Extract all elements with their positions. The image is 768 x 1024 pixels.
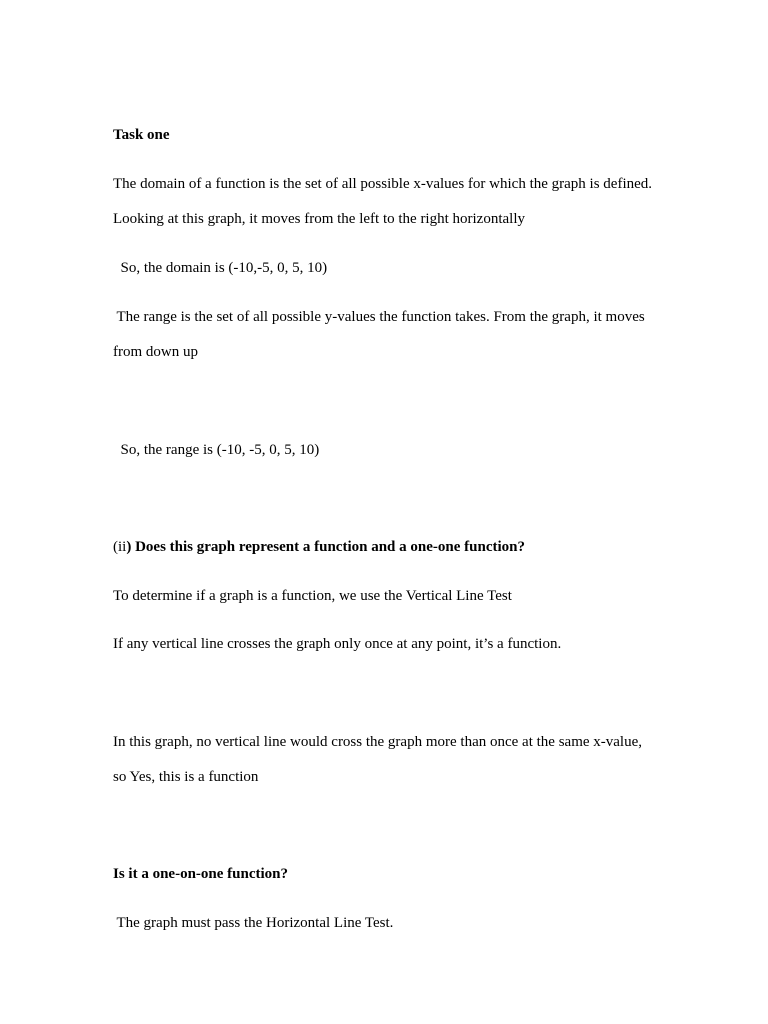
vertical-test-intro: To determine if a graph is a function, we use the Vertical Line Test <box>113 588 512 604</box>
horizontal-test-text: The graph must pass the Horizontal Line Test. <box>113 915 394 931</box>
task-one-heading: Task one <box>113 127 170 143</box>
vertical-conclusion-line-1: In this graph, no vertical line would cross the graph more than once at the same x-value, <box>113 734 642 750</box>
range-paragraph-line-2: from down up <box>113 344 198 360</box>
domain-paragraph-line-2: Looking at this graph, it moves from the left to the right horizontally <box>113 211 526 227</box>
question-ii-prefix: (ii <box>113 539 127 555</box>
vertical-conclusion-line-2: so Yes, this is a function <box>113 769 259 785</box>
vertical-test-rule: If any vertical line crosses the graph only once at any point, it’s a function. <box>113 636 562 652</box>
domain-paragraph-line-1: The domain of a function is the set of all possible x-values for which the graph is defined. <box>113 176 653 192</box>
question-ii-text: ) Does this graph represent a function and a one-one function? <box>126 539 525 555</box>
one-to-one-heading: Is it a one-on-one function? <box>113 866 289 882</box>
range-result: So, the range is (-10, -5, 0, 5, 10) <box>113 442 320 458</box>
range-paragraph-line-1: The range is the set of all possible y-values the function takes. From the graph, it moves <box>113 309 645 325</box>
question-ii-heading <box>113 538 525 556</box>
domain-result: So, the domain is (-10,-5, 0, 5, 10) <box>113 260 328 276</box>
